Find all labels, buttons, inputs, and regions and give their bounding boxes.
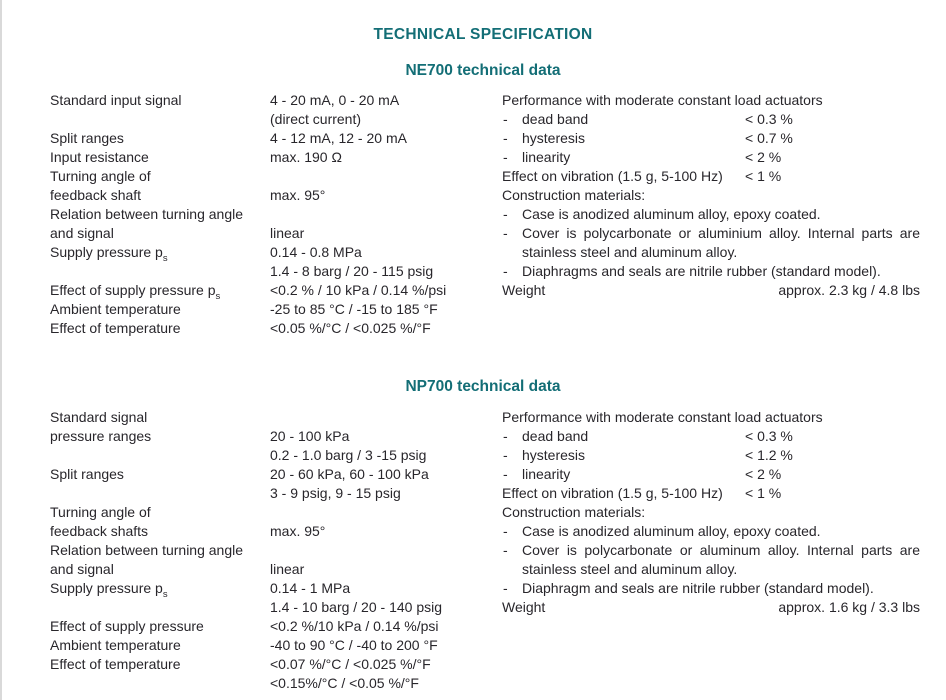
spec-row: [502, 186, 920, 205]
spec-row: [50, 541, 490, 560]
spec-row: [502, 281, 920, 300]
spec-value: linear: [270, 561, 305, 577]
spec-value: 1.4 - 10 barg / 20 - 140 psig: [270, 599, 442, 615]
spec-value: < 1.2 %: [745, 447, 793, 463]
spec-label: Turning angle of: [50, 168, 151, 184]
bullet-dash: -: [503, 428, 508, 444]
spec-value: < 2 %: [745, 149, 782, 165]
spec-row: [50, 579, 490, 598]
spec-row: [502, 560, 920, 579]
spec-label: Standard input signal: [50, 92, 182, 108]
spec-value: <0.2 %/10 kPa / 0.14 %/psi: [270, 618, 439, 634]
spec-text: Diaphragms and seals are nitrile rubber (standard model).: [522, 263, 881, 279]
spec-label: feedback shaft: [50, 187, 142, 203]
spec-row: [502, 243, 920, 262]
spec-label: feedback shafts: [50, 523, 149, 539]
spec-row: [50, 243, 490, 262]
spec-label: pressure ranges: [50, 428, 152, 444]
spec-label: Supply pressure $p_s$: [50, 244, 168, 264]
bullet-dash: -: [503, 263, 508, 279]
spec-text: Case is anodized aluminum alloy, epoxy coated.: [522, 523, 821, 539]
spec-text: Construction materials:: [502, 187, 646, 203]
spec-label: Supply pressure $p_s$: [50, 580, 168, 600]
spec-row: [50, 186, 490, 205]
spec-row: [502, 205, 920, 224]
spec-row: [50, 300, 490, 319]
spec-text: dead band: [522, 428, 589, 444]
ne700-left-column: [50, 91, 490, 338]
spec-text: Weight: [502, 282, 546, 298]
spec-label: Relation between turning angle: [50, 542, 244, 558]
bullet-dash: -: [503, 111, 508, 127]
spec-label: Turning angle of: [50, 504, 151, 520]
spec-value: < 1 %: [745, 485, 782, 501]
spec-label: Split ranges: [50, 130, 124, 146]
spec-label: Effect of supply pressure: [50, 618, 204, 634]
spec-value: < 0.3 %: [745, 111, 793, 127]
bullet-dash: -: [503, 130, 508, 146]
spec-row: [502, 129, 920, 148]
bullet-dash: -: [503, 580, 508, 596]
spec-row: [502, 598, 920, 617]
spec-value: 0.14 - 1 MPa: [270, 580, 351, 596]
spec-row: [50, 110, 490, 129]
spec-row: [50, 655, 490, 674]
spec-text: dead band: [522, 111, 589, 127]
spec-value: approx. 2.3 kg / 4.8 lbs: [778, 282, 920, 298]
spec-row: [50, 617, 490, 636]
spec-row: [50, 427, 490, 446]
spec-row: [502, 110, 920, 129]
spec-text: hysteresis: [522, 447, 586, 463]
spec-value: 0.2 - 1.0 barg / 3 -15 psig: [270, 447, 427, 463]
np700-right-column: [502, 408, 920, 617]
spec-text: stainless steel and aluminum alloy.: [522, 561, 738, 577]
spec-text: hysteresis: [522, 130, 586, 146]
spec-label: and signal: [50, 561, 114, 577]
bullet-dash: -: [503, 542, 508, 558]
spec-value: <0.07 %/°C / <0.025 %/°F: [270, 656, 431, 672]
spec-row: [502, 503, 920, 522]
spec-row: [502, 408, 920, 427]
spec-row: [502, 148, 920, 167]
spec-row: [502, 446, 920, 465]
spec-row: [50, 522, 490, 541]
spec-label: Ambient temperature: [50, 301, 181, 317]
spec-text: Cover is polycarbonate or aluminum alloy. Internal parts are: [522, 542, 920, 558]
spec-label: Ambient temperature: [50, 637, 181, 653]
spec-row: [50, 674, 490, 693]
spec-text: Case is anodized aluminum alloy, epoxy coated.: [522, 206, 821, 222]
spec-text: linearity: [522, 466, 571, 482]
spec-row: [50, 636, 490, 655]
spec-value: 0.14 - 0.8 MPa: [270, 244, 362, 260]
spec-row: [50, 598, 490, 617]
spec-row: [50, 224, 490, 243]
spec-value: 1.4 - 8 barg / 20 - 115 psig: [270, 263, 434, 279]
bullet-dash: -: [503, 523, 508, 539]
spec-text: Effect on vibration (1.5 g, 5-100 Hz): [502, 485, 723, 501]
spec-row: [50, 503, 490, 522]
spec-row: [50, 408, 490, 427]
spec-row: [50, 446, 490, 465]
spec-row: [502, 224, 920, 243]
section-title-np700: NP700 technical data: [405, 378, 561, 395]
spec-value: 4 - 12 mA, 12 - 20 mA: [270, 130, 407, 146]
spec-row: [502, 262, 920, 281]
spec-row: [502, 167, 920, 186]
spec-value: -25 to 85 °C / -15 to 185 °F: [270, 301, 438, 317]
spec-row: [502, 465, 920, 484]
spec-value: max. 95°: [270, 187, 326, 203]
spec-label: and signal: [50, 225, 114, 241]
spec-label: Standard signal: [50, 409, 148, 425]
spec-value: <0.15%/°C / <0.05 %/°F: [270, 675, 419, 691]
spec-row: [50, 281, 490, 300]
section-title-ne700: NE700 technical data: [405, 62, 561, 79]
spec-value: max. 190 Ω: [270, 149, 342, 165]
spec-text: stainless steel and aluminum alloy.: [522, 244, 738, 260]
spec-label: Input resistance: [50, 149, 149, 165]
spec-row: [50, 465, 490, 484]
bullet-dash: -: [503, 149, 508, 165]
bullet-dash: -: [503, 206, 508, 222]
spec-text: Effect on vibration (1.5 g, 5-100 Hz): [502, 168, 723, 184]
spec-row: [50, 129, 490, 148]
scan-edge-line: [0, 0, 2, 700]
spec-value: max. 95°: [270, 523, 326, 539]
spec-row: [50, 319, 490, 338]
spec-text: Cover is polycarbonate or aluminium alloy. Internal parts are: [522, 225, 920, 241]
spec-row: [50, 560, 490, 579]
bullet-dash: -: [503, 447, 508, 463]
spec-row: [50, 91, 490, 110]
spec-value: 20 - 100 kPa: [270, 428, 350, 444]
spec-text: Performance with moderate constant load actuators: [502, 92, 823, 108]
spec-label: Split ranges: [50, 466, 124, 482]
spec-label: Relation between turning angle: [50, 206, 244, 222]
spec-value: 4 - 20 mA, 0 - 20 mA: [270, 92, 400, 108]
spec-value: (direct current): [270, 111, 362, 127]
spec-text: Performance with moderate constant load actuators: [502, 409, 823, 425]
spec-value: < 2 %: [745, 466, 782, 482]
spec-value: < 0.7 %: [745, 130, 793, 146]
spec-row: [50, 484, 490, 503]
spec-value: < 1 %: [745, 168, 782, 184]
bullet-dash: -: [503, 225, 508, 241]
spec-label: Effect of temperature: [50, 320, 181, 336]
spec-label: Effect of temperature: [50, 656, 181, 672]
bullet-dash: -: [503, 466, 508, 482]
spec-value: linear: [270, 225, 305, 241]
spec-row: [502, 522, 920, 541]
spec-value: 20 - 60 kPa, 60 - 100 kPa: [270, 466, 429, 482]
spec-value: -40 to 90 °C / -40 to 200 °F: [270, 637, 438, 653]
spec-text: Diaphragm and seals are nitrile rubber (standard model).: [522, 580, 874, 596]
spec-row: [502, 541, 920, 560]
spec-value: < 0.3 %: [745, 428, 793, 444]
spec-row: [50, 148, 490, 167]
spec-text: Weight: [502, 599, 546, 615]
np700-left-column: [50, 408, 490, 693]
spec-text: linearity: [522, 149, 571, 165]
spec-row: [50, 262, 490, 281]
spec-row: [502, 427, 920, 446]
spec-row: [50, 167, 490, 186]
spec-value: <0.2 % / 10 kPa / 0.14 %/psi: [270, 282, 447, 298]
ne700-right-column: [502, 91, 920, 300]
spec-text: Construction materials:: [502, 504, 646, 520]
spec-value: <0.05 %/°C / <0.025 %/°F: [270, 320, 431, 336]
spec-value: 3 - 9 psig, 9 - 15 psig: [270, 485, 401, 501]
spec-label: Effect of supply pressure $p_s$: [50, 282, 221, 302]
document-title: TECHNICAL SPECIFICATION: [373, 26, 593, 43]
spec-row: [50, 205, 490, 224]
spec-row: [502, 579, 920, 598]
spec-row: [502, 484, 920, 503]
spec-value: approx. 1.6 kg / 3.3 lbs: [778, 599, 920, 615]
spec-row: [502, 91, 920, 110]
